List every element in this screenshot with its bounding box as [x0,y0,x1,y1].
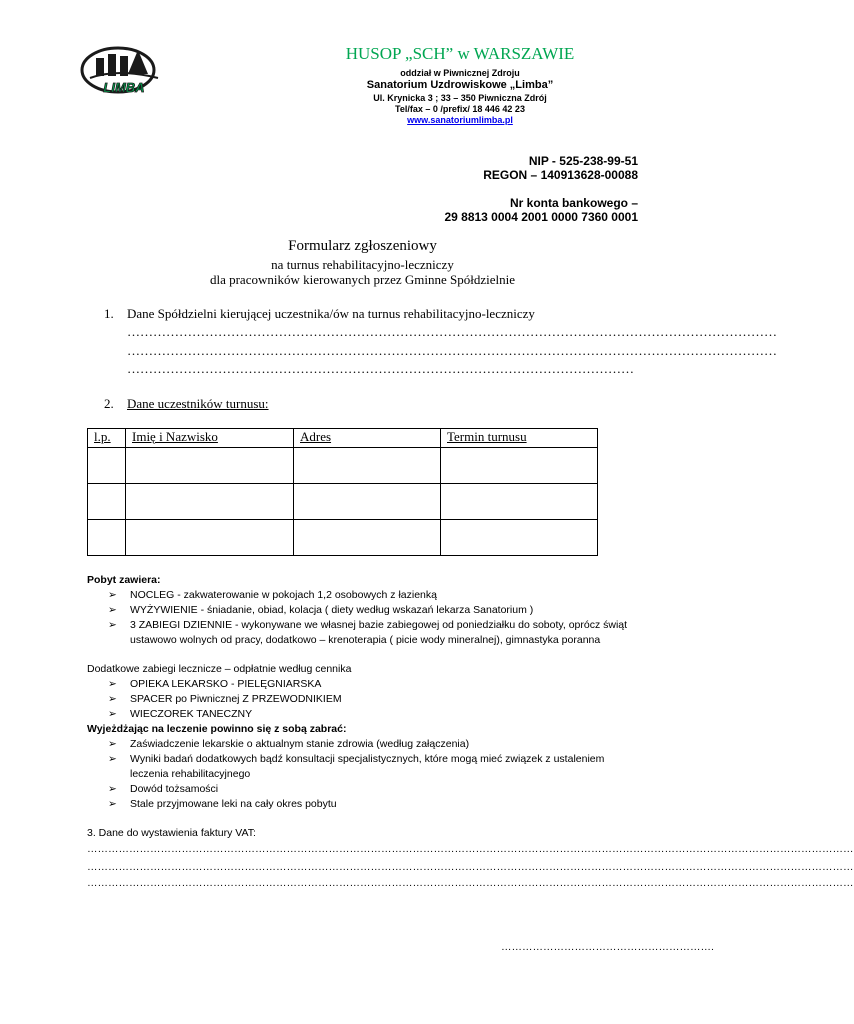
table-cell[interactable] [294,520,441,556]
list-item: 3 ZABIEGI DZIENNIE - wykonywane we własnej bazie zabiegowej od poniedziałku do soboty, oprócz świąt ustawowo wolnych od pracy, dodatkowo – krenoterapia ( picie wody mineralnej), gimnastyka poranna [130,619,628,646]
arrow-bullet-icon: ➢ [108,604,117,616]
table-row [88,484,598,520]
form-title: Formularz zgłoszeniowy [288,238,437,254]
table-cell[interactable] [126,520,294,556]
website-link[interactable]: www.sanatoriumlimba.pl [407,115,513,125]
vat-invoice-label: 3. Dane do wystawienia faktury VAT: [87,827,256,839]
logo-text: LIMBA [103,80,145,95]
column-header-address: Adres [294,429,441,448]
org-phone: Tel/fax – 0 /prefix/ 18 446 42 23 [395,104,525,114]
form-subtitle-2: dla pracowników kierowanych przez Gminne Spółdzielnie [209,272,516,287]
org-sanatorium: Sanatorium Uzdrowiskowe „Limba” [366,79,554,91]
list-item: Dowód tożsamości [130,783,219,795]
table-cell[interactable] [294,448,441,484]
section-1-fill-line-1[interactable]: …………………………………………………………………………………………………………………………………… [127,324,777,339]
org-name: HUSOP „SCH” w WARSZAWIE [345,44,575,63]
arrow-bullet-icon: ➢ [108,738,117,750]
table-cell[interactable] [88,520,126,556]
table-header-row [88,429,598,448]
section-1-fill-line-3[interactable]: ……………………………………………………………………………………………………… [127,361,634,376]
list-item: SPACER po Piwnicznej Z PRZEWODNIKIEM [130,693,342,705]
table-cell[interactable] [88,484,126,520]
vat-fill-line-2[interactable]: ………………………………………………………………………………………………………………………………………………………………………………………………… [87,861,854,873]
bank-account-number: 29 8813 0004 2001 0000 7360 0001 [444,210,638,224]
arrow-bullet-icon: ➢ [108,589,117,601]
section-1-number: 1. [104,306,114,321]
table-cell[interactable] [441,448,598,484]
list-item: Stale przyjmowane leki na cały okres pobytu [130,798,337,810]
section-2-number: 2. [104,396,114,411]
column-header-term: Termin turnusu [441,429,598,448]
list-item: NOCLEG - zakwaterowanie w pokojach 1,2 osobowych z łazienką [130,589,437,601]
table-cell[interactable] [126,484,294,520]
arrow-bullet-icon: ➢ [108,678,117,690]
participants-table [87,428,598,556]
arrow-bullet-icon: ➢ [108,783,117,795]
table-cell[interactable] [126,448,294,484]
org-branch: oddział w Piwnicznej Zdroju [400,68,520,78]
section-1-label: Dane Spółdzielni kierującej uczestnika/ów na turnus rehabilitacyjno-leczniczy [127,306,535,321]
nip-number: NIP - 525-238-99-51 [528,154,638,168]
list-item: OPIEKA LEKARSKO - PIELĘGNIARSKA [130,678,322,690]
list-item: Zaświadczenie lekarskie o aktualnym stanie zdrowia (według załączenia) [130,738,470,750]
section-2-label: Dane uczestników turnusu: [127,396,269,411]
table-row [88,520,598,556]
list-item: WIECZOREK TANECZNY [130,708,253,720]
arrow-bullet-icon: ➢ [108,619,117,631]
list-item: Wyniki badań dodatkowych bądź konsultacji specjalistycznych, które mogą mieć związek z ustaleniem leczenia rehabilitacyjnego [130,753,605,780]
arrow-bullet-icon: ➢ [108,708,117,720]
column-header-name: Imię i Nazwisko [126,429,294,448]
table-cell[interactable] [294,484,441,520]
column-header-lp: l.p. [88,429,126,448]
vat-fill-line-3[interactable]: ………………………………………………………………………………………………………………………………………………………………………………………………… [87,877,854,889]
bank-account-label: Nr konta bankowego – [509,196,638,210]
org-address: Ul. Krynicka 3 ; 33 – 350 Piwniczna Zdrój [373,93,547,103]
regon-number: REGON – 140913628-00088 [483,168,638,182]
table-cell[interactable] [441,484,598,520]
stay-includes-label: Pobyt zawiera: [87,574,161,586]
list-item: WYŻYWIENIE - śniadanie, obiad, kolacja ( diety według wskazań lekarza Sanatorium ) [130,604,534,616]
table-cell[interactable] [88,448,126,484]
what-to-bring-label: Wyjeżdżając na leczenie powinno się z sobą zabrać: [87,723,347,735]
signature-line[interactable]: ……………………………………………………. [501,941,714,953]
arrow-bullet-icon: ➢ [108,693,117,705]
section-1-fill-line-2[interactable]: …………………………………………………………………………………………………………………………………… [127,343,777,358]
table-row [88,448,598,484]
additional-treatments-label: Dodatkowe zabiegi lecznicze – odpłatnie według cennika [87,663,352,675]
vat-fill-line-1[interactable]: ………………………………………………………………………………………………………………………………………………………………………………………………… [87,843,854,855]
limba-logo [78,44,170,96]
form-subtitle-1: na turnus rehabilitacyjno-leczniczy [271,257,454,272]
table-cell[interactable] [441,520,598,556]
arrow-bullet-icon: ➢ [108,798,117,810]
arrow-bullet-icon: ➢ [108,753,117,765]
